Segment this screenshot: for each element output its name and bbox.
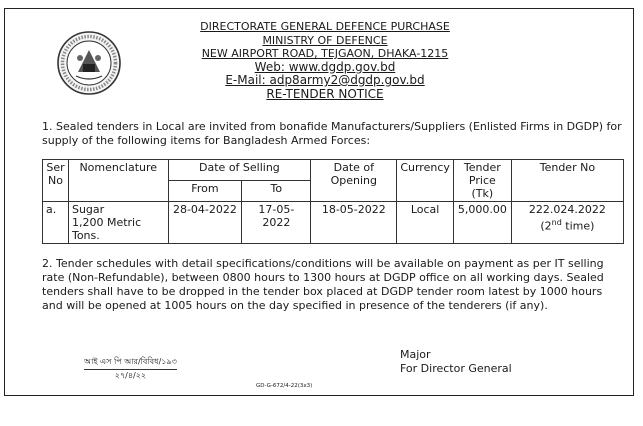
email: E-Mail: adp8army2@dgdp.gov.bd [225, 73, 425, 87]
table-row [43, 202, 624, 244]
notice-title: RE-TENDER NOTICE [266, 86, 384, 101]
tender-attempt: (2nd time) [540, 218, 595, 233]
cell-nomenclature [68, 202, 168, 244]
ministry-name: MINISTRY OF DEFENCE [262, 33, 388, 47]
header-nomenclature: Nomenclature [68, 160, 168, 202]
memo-number: আই এস পি আর/বিবিধ/১৯৩ [84, 356, 177, 370]
item-quantity: 1,200 Metric Tons. [71, 216, 142, 242]
dgdp-seal-icon [56, 30, 122, 96]
header-currency: Currency [397, 160, 454, 202]
address: NEW AIRPORT ROAD, TEJGAON, DHAKA-1215 [201, 47, 449, 60]
org-name: DIRECTORATE GENERAL DEFENCE PURCHASE [200, 20, 450, 33]
signature-block [400, 348, 512, 376]
cell-ser: a. [43, 202, 69, 244]
header-date-of-selling: Date of Selling [168, 160, 311, 181]
reference-stamp [84, 356, 177, 382]
footer-code: GD-G-672/4-22(3x3) [256, 383, 313, 389]
cell-opening: 18-05-2022 [311, 202, 397, 244]
cell-currency: Local [397, 202, 454, 244]
header-to: To [242, 181, 311, 202]
cell-to: 17-05-2022 [242, 202, 311, 244]
tender-table [42, 159, 624, 244]
letterhead [150, 20, 500, 101]
header-ser: Ser No [43, 160, 69, 202]
item-name: Sugar [71, 203, 105, 216]
signer-designation: For Director General [400, 362, 512, 375]
cell-from: 28-04-2022 [168, 202, 242, 244]
tender-number: 222.024.2022 [528, 203, 606, 216]
memo-date: ২৭/৪/২২ [114, 371, 147, 380]
website: Web: www.dgdp.gov.bd [254, 59, 396, 74]
cell-price: 5,000.00 [453, 202, 511, 244]
signer-rank: Major [400, 348, 431, 361]
header-tender-no: Tender No [511, 160, 623, 202]
header-from: From [168, 181, 242, 202]
paragraph-1: 1. Sealed tenders in Local are invited from bonafide Manufacturers/Suppliers (Enlisted Firms in DGDP) for supply of the following items for Bangladesh Armed Forces: [42, 120, 622, 147]
header-date-of-opening: Date of Opening [311, 160, 397, 202]
paragraph-2: 2. Tender schedules with detail specifications/conditions will be available on payment as per IT selling rate (Non-Refundable), between 0800 hours to 1300 hours at DGDP office on all working days. Sealed tenders shall have to be dropped in the tender box placed at DGDP tender room latest by 1000 hours and will be opened at 1005 hours on the day specified in presence of the tenderers (if any). [42, 257, 604, 312]
header-tender-price: Tender Price (Tk) [453, 160, 511, 202]
cell-tender-no [511, 202, 623, 244]
